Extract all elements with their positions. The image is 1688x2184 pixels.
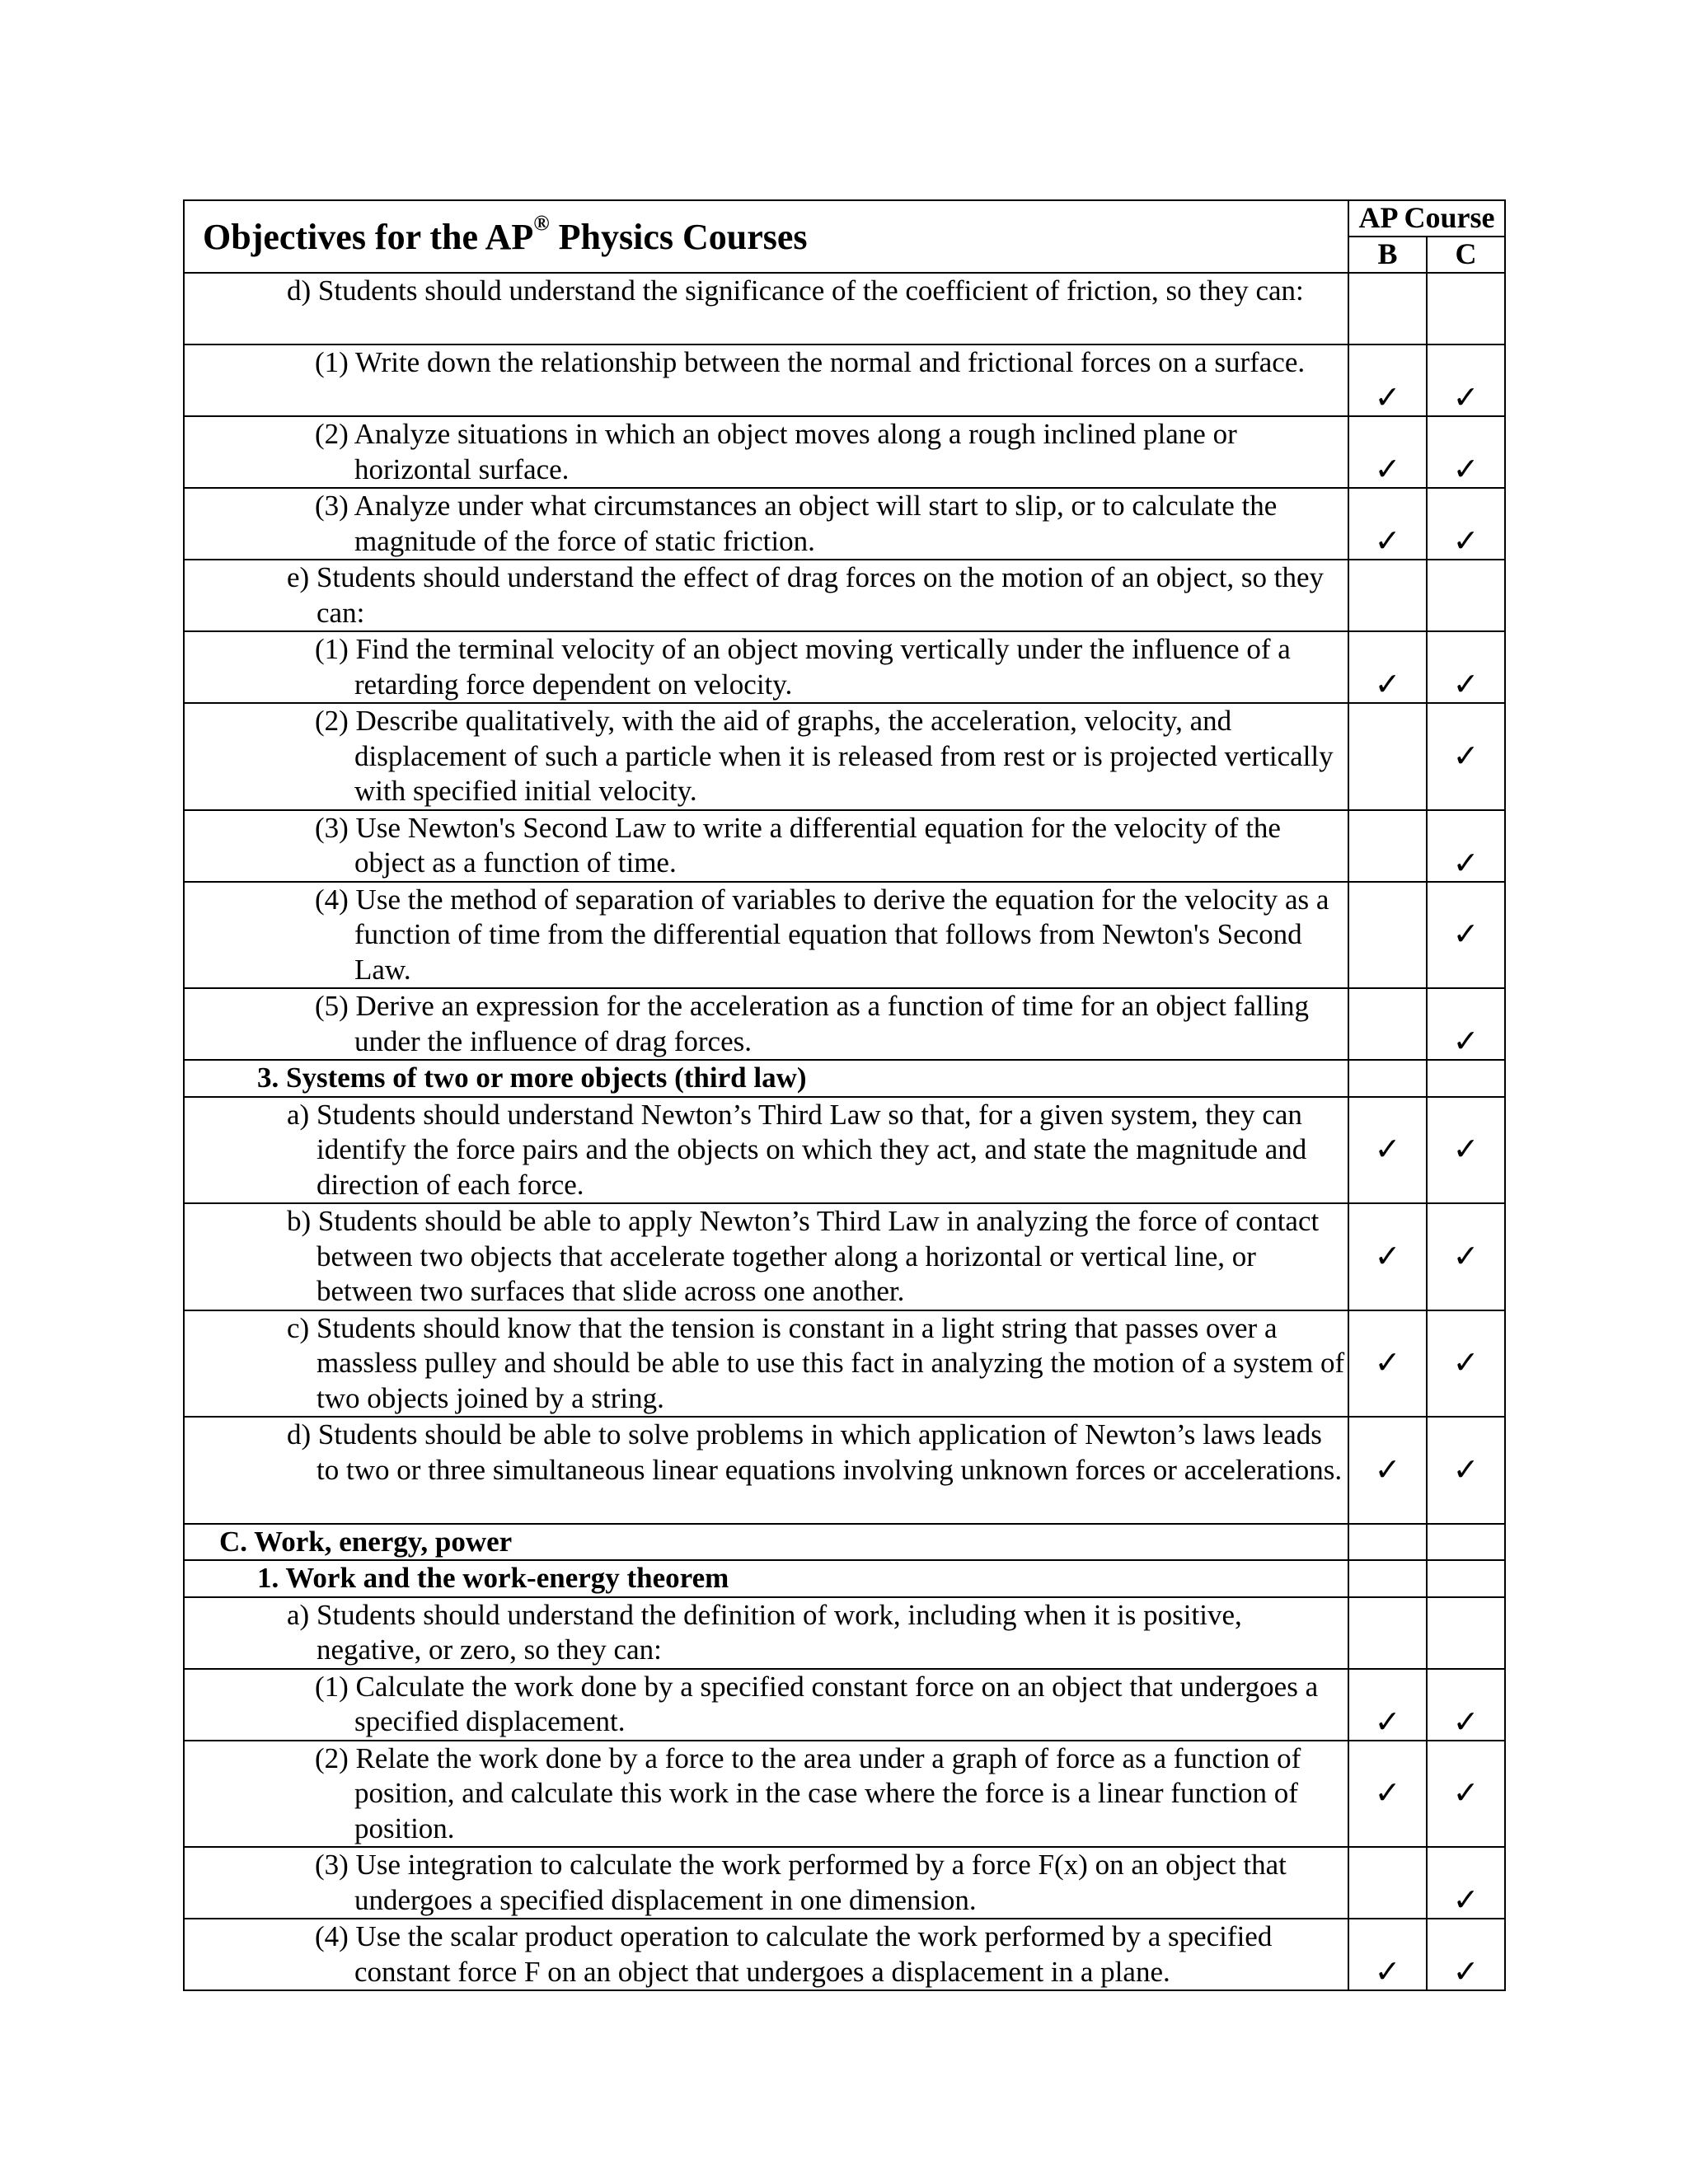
objective-text: (1) Write down the relationship between the normal and frictional forces on a surface.	[315, 346, 1306, 378]
objective-cell	[184, 1310, 1348, 1418]
objective-cell	[184, 1560, 1348, 1597]
registered-mark: ®	[533, 211, 550, 235]
objective-text: (3) Analyze under what circumstances an object will start to slip, or to calculate the magnitude of the force of static friction.	[315, 490, 1278, 557]
objectives-document	[183, 199, 1504, 1991]
check-cell-b	[1348, 1524, 1427, 1561]
table-row	[184, 1060, 1505, 1097]
objective-text: (2) Analyze situations in which an object moves along a rough inclined plane or horizontal surface.	[315, 418, 1237, 485]
table-row	[184, 1417, 1505, 1524]
objective-cell	[184, 703, 1348, 810]
objective-cell	[184, 810, 1348, 882]
objective-text: (1) Calculate the work done by a specified constant force on an object that undergoes a specified displacement.	[315, 1670, 1319, 1737]
objective-text: a) Students should understand the definition of work, including when it is positive, negative, or zero, so they can:	[287, 1598, 1242, 1666]
check-cell-c	[1427, 1417, 1505, 1524]
page-title	[203, 211, 808, 258]
check-cell-b	[1348, 703, 1427, 810]
check-cell-b	[1348, 1060, 1427, 1097]
checkmark-icon: ✓	[1452, 381, 1479, 415]
checkmark-icon: ✓	[1452, 1955, 1479, 1990]
check-cell-b	[1348, 1203, 1427, 1310]
table-row	[184, 273, 1505, 344]
check-cell-b	[1348, 1919, 1427, 1990]
table-row	[184, 1310, 1505, 1418]
objective-text: (5) Derive an expression for the acceleration as a function of time for an object falling under the influence of drag forces.	[315, 990, 1310, 1057]
checkmark-icon: ✓	[1374, 1132, 1401, 1168]
table-row	[184, 1524, 1505, 1561]
title-main: Objectives for the AP	[203, 217, 534, 257]
check-cell-c	[1427, 1097, 1505, 1204]
objective-cell	[184, 1417, 1348, 1524]
table-row	[184, 1597, 1505, 1669]
table-row	[184, 488, 1505, 560]
objectives-table	[183, 199, 1506, 1991]
table-row	[184, 703, 1505, 810]
checkmark-icon: ✓	[1452, 1776, 1479, 1811]
objective-cell	[184, 416, 1348, 488]
check-cell-b	[1348, 273, 1427, 344]
objective-cell	[184, 273, 1348, 344]
checkmark-icon: ✓	[1374, 1346, 1401, 1381]
table-row	[184, 1741, 1505, 1848]
check-cell-c	[1427, 1847, 1505, 1919]
objective-cell	[184, 631, 1348, 703]
check-cell-b	[1348, 488, 1427, 560]
check-cell-b	[1348, 344, 1427, 416]
table-row	[184, 560, 1505, 631]
check-cell-c	[1427, 1919, 1505, 1990]
check-cell-b	[1348, 1741, 1427, 1848]
table-row	[184, 1560, 1505, 1597]
objective-text: (2) Relate the work done by a force to the area under a graph of force as a function of position, and calculate this work in the case where the force is a linear function of position.	[315, 1741, 1301, 1844]
check-cell-c	[1427, 344, 1505, 416]
objective-text: 1. Work and the work-energy theorem	[257, 1562, 729, 1594]
check-cell-b	[1348, 988, 1427, 1060]
checkmark-icon: ✓	[1452, 846, 1479, 881]
objective-cell	[184, 344, 1348, 416]
objective-text: (3) Use Newton's Second Law to write a differential equation for the velocity of the object as a function of time.	[315, 811, 1281, 879]
title-cell	[184, 200, 1348, 273]
check-cell-b	[1348, 1597, 1427, 1669]
checkmark-icon: ✓	[1452, 1024, 1479, 1059]
objective-cell	[184, 1524, 1348, 1561]
checkmark-icon: ✓	[1374, 381, 1401, 415]
objective-text: (1) Find the terminal velocity of an object moving vertically under the influence of a retarding force dependent on velocity.	[315, 633, 1291, 701]
checkmark-icon: ✓	[1452, 668, 1479, 702]
objective-text: (3) Use integration to calculate the work performed by a force F(x) on an object that undergoes a specified displacement in one dimension.	[315, 1849, 1287, 1916]
objective-cell	[184, 1097, 1348, 1204]
check-cell-c	[1427, 1597, 1505, 1669]
check-cell-b	[1348, 1669, 1427, 1741]
checkmark-icon: ✓	[1452, 1704, 1479, 1740]
objective-cell	[184, 1669, 1348, 1741]
column-b-header: B	[1348, 237, 1427, 273]
table-row	[184, 1847, 1505, 1919]
check-cell-b	[1348, 560, 1427, 631]
check-cell-c	[1427, 1310, 1505, 1418]
check-cell-b	[1348, 631, 1427, 703]
check-cell-c	[1427, 560, 1505, 631]
title-rest: Physics Courses	[549, 217, 808, 257]
table-header-row-1	[184, 200, 1505, 237]
checkmark-icon: ✓	[1374, 1452, 1401, 1488]
check-cell-c	[1427, 703, 1505, 810]
check-cell-c	[1427, 488, 1505, 560]
table-row	[184, 988, 1505, 1060]
objective-text: C. Work, energy, power	[219, 1525, 513, 1558]
objective-cell	[184, 1060, 1348, 1097]
checkmark-icon: ✓	[1452, 1346, 1479, 1381]
table-row	[184, 810, 1505, 882]
check-cell-c	[1427, 631, 1505, 703]
checkmark-icon: ✓	[1452, 524, 1479, 559]
checkmark-icon: ✓	[1452, 1239, 1479, 1274]
check-cell-b	[1348, 810, 1427, 882]
objective-cell	[184, 1597, 1348, 1669]
checkmark-icon: ✓	[1452, 452, 1479, 487]
checkmark-icon: ✓	[1452, 1452, 1479, 1488]
check-cell-c	[1427, 1203, 1505, 1310]
checkmark-icon: ✓	[1374, 452, 1401, 487]
check-cell-c	[1427, 810, 1505, 882]
table-row	[184, 882, 1505, 989]
objective-cell	[184, 988, 1348, 1060]
check-cell-c	[1427, 1669, 1505, 1741]
table-row	[184, 344, 1505, 416]
objective-text: (4) Use the scalar product operation to calculate the work performed by a specified constant force F on an object that undergoes a displacement in a plane.	[315, 1920, 1273, 1988]
checkmark-icon: ✓	[1374, 1955, 1401, 1990]
objective-cell	[184, 1203, 1348, 1310]
table-row	[184, 1203, 1505, 1310]
table-row	[184, 1097, 1505, 1204]
check-cell-b	[1348, 1097, 1427, 1204]
objective-text: (2) Describe qualitatively, with the aid of graphs, the acceleration, velocity, and displacement of such a particle when it is released from rest or is projected vertically with specified initial velocity.	[315, 705, 1334, 807]
checkmark-icon: ✓	[1452, 1883, 1479, 1918]
checkmark-icon: ✓	[1374, 1776, 1401, 1811]
check-cell-c	[1427, 1560, 1505, 1597]
objective-cell	[184, 1741, 1348, 1848]
check-cell-c	[1427, 882, 1505, 989]
table-row	[184, 416, 1505, 488]
ap-course-header: AP Course	[1348, 200, 1505, 237]
checkmark-icon: ✓	[1452, 738, 1479, 774]
column-c-header: C	[1427, 237, 1505, 273]
check-cell-c	[1427, 416, 1505, 488]
checkmark-icon: ✓	[1374, 668, 1401, 702]
objective-text: c) Students should know that the tension is constant in a light string that passes over a massless pulley and should be able to use this fact in analyzing the motion of a system of two objects joined by a string.	[287, 1311, 1345, 1414]
table-row	[184, 1669, 1505, 1741]
objective-cell	[184, 882, 1348, 989]
check-cell-c	[1427, 1741, 1505, 1848]
check-cell-b	[1348, 1310, 1427, 1418]
checkmark-icon: ✓	[1374, 524, 1401, 559]
table-row	[184, 631, 1505, 703]
check-cell-b	[1348, 1417, 1427, 1524]
check-cell-b	[1348, 416, 1427, 488]
objective-cell	[184, 488, 1348, 560]
check-cell-c	[1427, 1060, 1505, 1097]
check-cell-c	[1427, 1524, 1505, 1561]
checkmark-icon: ✓	[1452, 917, 1479, 953]
objective-cell	[184, 560, 1348, 631]
objective-text: d) Students should understand the significance of the coefficient of friction, so they can:	[287, 274, 1304, 307]
check-cell-b	[1348, 1560, 1427, 1597]
objective-text: e) Students should understand the effect of drag forces on the motion of an object, so they can:	[287, 561, 1325, 629]
objective-text: 3. Systems of two or more objects (third law)	[257, 1062, 807, 1094]
objective-text: b) Students should be able to apply Newton’s Third Law in analyzing the force of contact between two objects that accelerate together along a horizontal or vertical line, or between two surfaces that slide across one another.	[287, 1205, 1320, 1307]
checkmark-icon: ✓	[1452, 1132, 1479, 1168]
objective-cell	[184, 1847, 1348, 1919]
check-cell-c	[1427, 988, 1505, 1060]
objective-text: (4) Use the method of separation of variables to derive the equation for the velocity as a function of time from the differential equation that follows from Newton's Second Law.	[315, 883, 1329, 986]
objective-cell	[184, 1919, 1348, 1990]
check-cell-c	[1427, 273, 1505, 344]
check-cell-b	[1348, 882, 1427, 989]
table-row	[184, 1919, 1505, 1990]
check-cell-b	[1348, 1847, 1427, 1919]
objective-text: d) Students should be able to solve problems in which application of Newton’s laws leads to two or three simultaneous linear equations involving unknown forces or accelerations.	[287, 1418, 1343, 1486]
checkmark-icon: ✓	[1374, 1239, 1401, 1274]
checkmark-icon: ✓	[1374, 1704, 1401, 1740]
objective-text: a) Students should understand Newton’s Third Law so that, for a given system, they can identify the force pairs and the objects on which they act, and state the magnitude and direction of each force.	[287, 1098, 1307, 1201]
